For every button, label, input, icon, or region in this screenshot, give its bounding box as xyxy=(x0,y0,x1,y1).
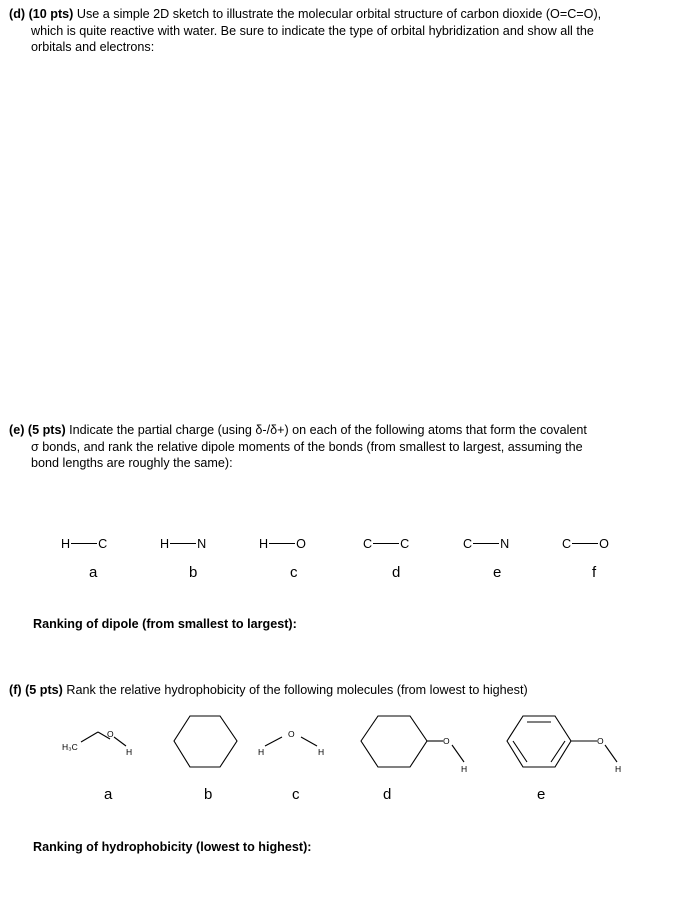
molecule-d-o-atom: O xyxy=(443,736,450,746)
molecule-b-letter: b xyxy=(204,786,213,803)
question-f-text: Rank the relative hydrophobicity of the following molecules (from lowest to highest) xyxy=(66,683,528,697)
bond-f-right-atom: O xyxy=(599,537,609,551)
bond-b-letter: b xyxy=(189,564,198,581)
molecule-a-o-atom: O xyxy=(107,729,114,739)
molecule-c-bond-1 xyxy=(265,737,282,746)
molecule-a-bond-3 xyxy=(114,737,126,746)
molecule-c-o-atom: O xyxy=(288,729,295,739)
bond-b-right-atom: N xyxy=(197,537,207,551)
bond-d-letter: d xyxy=(392,564,401,581)
molecule-d-bond-oh xyxy=(452,745,464,762)
hydrophobicity-ranking-label: Ranking of hydrophobicity (lowest to highest): xyxy=(33,840,312,854)
dipole-ranking-label: Ranking of dipole (from smallest to largest): xyxy=(33,617,297,631)
molecule-e-h-atom: H xyxy=(615,764,622,774)
question-e-line3: bond lengths are roughly the same): xyxy=(31,456,233,470)
bond-d-right-atom: C xyxy=(400,537,410,551)
molecule-a-h3c-atom: H₃C xyxy=(62,742,78,752)
bond-a-right-atom: C xyxy=(98,537,108,551)
question-e-label: (e) (5 pts) xyxy=(9,423,66,437)
molecule-a-h-atom: H xyxy=(126,747,133,757)
molecule-e-double-2 xyxy=(551,741,565,762)
question-e-line2: σ bonds, and rank the relative dipole moments of the bonds (from smallest to largest, assuming the xyxy=(31,439,583,454)
bond-e-letter: e xyxy=(493,564,502,581)
molecule-c-bond-2 xyxy=(301,737,317,746)
molecule-b-ring xyxy=(174,716,237,767)
question-d-line1: Use a simple 2D sketch to illustrate the molecular orbital structure of carbon dioxide (O=C=O), xyxy=(76,7,602,21)
molecule-e-o-atom: O xyxy=(597,736,604,746)
question-e-line1: Indicate the partial charge (using δ-/δ+) on each of the following atoms that form the covalent xyxy=(69,423,587,437)
molecule-a-bond-1 xyxy=(81,732,98,742)
bond-c-left-atom: H xyxy=(259,537,269,551)
molecule-a-letter: a xyxy=(104,786,113,803)
bond-f-letter: f xyxy=(592,564,597,581)
bond-f-left-atom: C xyxy=(562,537,572,551)
bond-a-letter: a xyxy=(89,564,98,581)
question-d-line3: orbitals and electrons: xyxy=(31,40,155,54)
bond-b-left-atom: H xyxy=(160,537,170,551)
molecule-c-h2-atom: H xyxy=(318,747,325,757)
molecule-e-bond-oh xyxy=(605,745,617,762)
bond-c-right-atom: O xyxy=(296,537,306,551)
molecule-e-ring xyxy=(507,716,571,767)
bond-d-left-atom: C xyxy=(363,537,373,551)
bond-c-letter: c xyxy=(290,564,298,581)
question-d-label: (d) (10 pts) xyxy=(9,7,74,21)
molecule-e-letter: e xyxy=(537,786,546,803)
molecule-c-letter: c xyxy=(292,786,300,803)
bond-e-right-atom: N xyxy=(500,537,510,551)
bond-a-left-atom: H xyxy=(61,537,71,551)
molecule-d-letter: d xyxy=(383,786,392,803)
molecule-c-h1-atom: H xyxy=(258,747,265,757)
molecule-d-h-atom: H xyxy=(461,764,468,774)
molecule-d-ring xyxy=(361,716,427,767)
bond-e-left-atom: C xyxy=(463,537,473,551)
question-f-label: (f) (5 pts) xyxy=(9,683,63,697)
question-d-line2: which is quite reactive with water. Be sure to indicate the type of orbital hybridization and show all the xyxy=(31,23,594,38)
molecule-e-double-3 xyxy=(513,741,527,762)
